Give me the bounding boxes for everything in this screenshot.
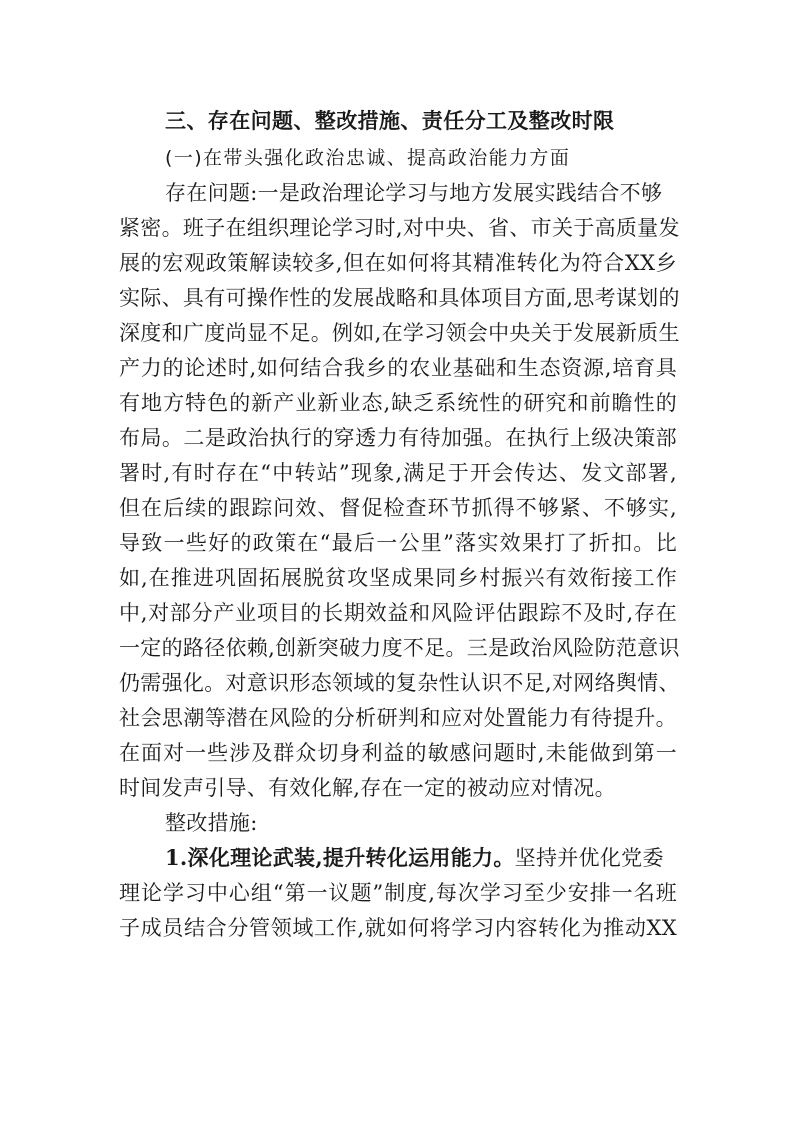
problem-paragraph-line: 但在后续的跟踪问效、督促检查环节抓得不够紧、不够实, <box>119 496 677 520</box>
measure-1-title: 1.深化理论武装,提升转化运用能力。 <box>165 845 515 870</box>
problem-paragraph-line: 导致一些好的政策在“最后一公里”落实效果打了折扣。比 <box>119 531 677 555</box>
problem-paragraph-line: 深度和广度尚显不足。例如,在学习领会中央关于发展新质生 <box>119 321 680 345</box>
problem-paragraph-line: 如,在推进巩固拓展脱贫攻坚成果同乡村振兴有效衔接工作 <box>119 566 677 590</box>
problem-paragraph-line: 仍需强化。对意识形态领域的复杂性认识不足,对网络舆情、 <box>119 671 680 695</box>
measure-1-text: 坚持并优化党委 <box>514 846 664 870</box>
measure-1-line: 理论学习中心组“第一议题”制度,每次学习至少安排一名班 <box>119 881 677 905</box>
problem-paragraph-line: 存在问题:一是政治理论学习与地方发展实践结合不够 <box>165 181 663 205</box>
problem-paragraph-line: 署时,有时存在“中转站”现象,满足于开会传达、发文部署, <box>119 461 677 485</box>
subsection-heading: (一)在带头强化政治忠诚、提高政治能力方面 <box>165 147 571 169</box>
problem-paragraph-line: 中,对部分产业项目的长期效益和风险评估跟踪不及时,存在 <box>119 601 677 625</box>
measure-1-line: 子成员结合分管领域工作,就如何将学习内容转化为推动XX <box>119 916 677 940</box>
section-heading: 三、存在问题、整改措施、责任分工及整改时限 <box>165 108 615 133</box>
problem-paragraph-line: 展的宏观政策解读较多,但在如何将其精准转化为符合XX乡 <box>119 251 677 275</box>
problem-paragraph-line: 社会思潮等潜在风险的分析研判和应对处置能力有待提升。 <box>119 706 677 730</box>
measure-1-first-line <box>165 845 664 871</box>
problem-paragraph-line: 时间发声引导、有效化解,存在一定的被动应对情况。 <box>119 776 616 800</box>
problem-paragraph-line: 紧密。班子在组织理论学习时,对中央、省、市关于高质量发 <box>119 216 680 240</box>
problem-paragraph-line: 实际、具有可操作性的发展战略和具体项目方面,思考谋划的 <box>119 286 680 310</box>
problem-paragraph-line: 有地方特色的新产业新业态,缺乏系统性的研究和前瞻性的 <box>119 391 677 415</box>
problem-paragraph-line: 在面对一些涉及群众切身利益的敏感问题时,未能做到第一 <box>119 741 677 765</box>
problem-paragraph-line: 产力的论述时,如何结合我乡的农业基础和生态资源,培育具 <box>119 356 677 380</box>
problem-paragraph-line: 一定的路径依赖,创新突破力度不足。三是政治风险防范意识 <box>119 636 680 660</box>
measures-label: 整改措施: <box>165 811 258 835</box>
problem-paragraph-line: 布局。二是政治执行的穿透力有待加强。在执行上级决策部 <box>119 426 677 450</box>
